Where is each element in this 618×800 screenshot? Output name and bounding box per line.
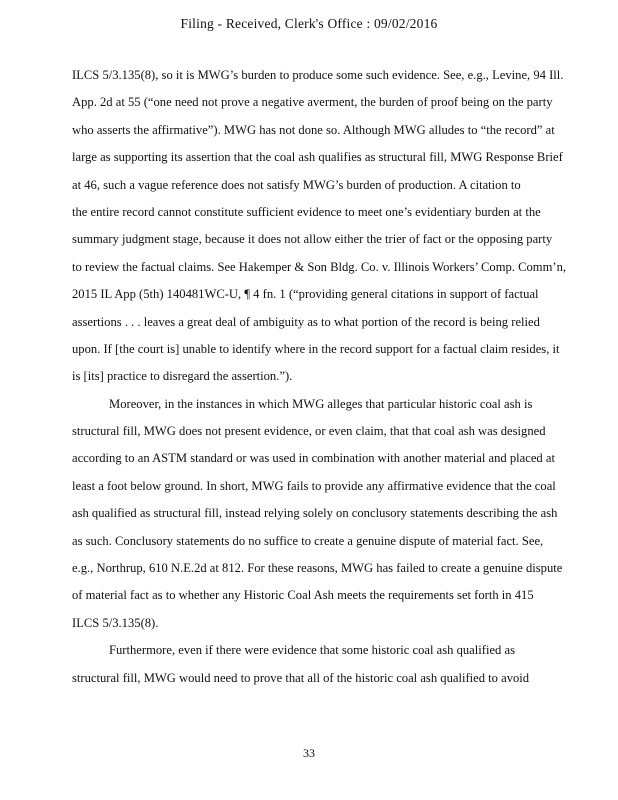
text-line: upon. If [the court is] unable to identify where in the record support for a factual claim resides, it bbox=[72, 341, 560, 356]
text-line: according to an ASTM standard or was used in combination with another material and placed at bbox=[72, 451, 555, 466]
page-number: 33 bbox=[303, 746, 315, 760]
filing-header: Filing - Received, Clerk's Office : 09/02/2016 bbox=[180, 16, 438, 31]
text-line: structural fill, MWG would need to prove that all of the historic coal ash qualified to avoid bbox=[72, 670, 530, 685]
text-line: assertions . . . leaves a great deal of ambiguity as to what portion of the record is being relied bbox=[72, 314, 540, 329]
text-line: e.g., Northrup, 610 N.E.2d at 812. For these reasons, MWG has failed to create a genuine dispute bbox=[72, 561, 563, 576]
document-body bbox=[72, 62, 567, 692]
text-line: Moreover, in the instances in which MWG alleges that particular historic coal ash is bbox=[109, 396, 533, 411]
text-line: structural fill, MWG does not present evidence, or even claim, that that coal ash was designed bbox=[72, 424, 546, 439]
text-line: to review the factual claims. See Hakemper & Son Bldg. Co. v. Illinois Workers’ Comp. Comm’n, bbox=[72, 259, 567, 274]
text-line: ash qualified as structural fill, instead relying solely on conclusory statements describing the ash bbox=[72, 506, 558, 521]
text-line: of material fact as to whether any Historic Coal Ash meets the requirements set forth in 415 bbox=[72, 588, 534, 603]
text-line: who asserts the affirmative”). MWG has not done so. Although MWG alludes to “the record” at bbox=[72, 122, 555, 137]
text-line: ILCS 5/3.135(8). bbox=[72, 615, 159, 630]
text-line: the entire record cannot constitute sufficient evidence to meet one’s evidentiary burden at the bbox=[72, 204, 541, 219]
text-line: 2015 IL App (5th) 140481WC-U, ¶ 4 fn. 1 (“providing general citations in support of factual bbox=[72, 287, 539, 302]
text-line: least a foot below ground. In short, MWG fails to provide any affirmative evidence that the coal bbox=[72, 478, 556, 493]
text-line: as such. Conclusory statements do no suffice to create a genuine dispute of material fact. See, bbox=[72, 533, 544, 548]
text-line: at 46, such a vague reference does not satisfy MWG’s burden of production. A citation to bbox=[72, 177, 521, 192]
text-line: is [its] practice to disregard the assertion.”). bbox=[72, 369, 293, 384]
text-line: ILCS 5/3.135(8), so it is MWG’s burden to produce some such evidence. See, e.g., Levine, 94 Ill. bbox=[72, 68, 564, 82]
text-line: large as supporting its assertion that the coal ash qualifies as structural fill, MWG Response Brief bbox=[72, 150, 563, 165]
text-line: Furthermore, even if there were evidence that some historic coal ash qualified as bbox=[109, 643, 515, 658]
text-line: App. 2d at 55 (“one need not prove a negative averment, the burden of proof being on the party bbox=[72, 95, 553, 110]
text-line: summary judgment stage, because it does not allow either the trier of fact or the opposing party bbox=[72, 232, 553, 247]
